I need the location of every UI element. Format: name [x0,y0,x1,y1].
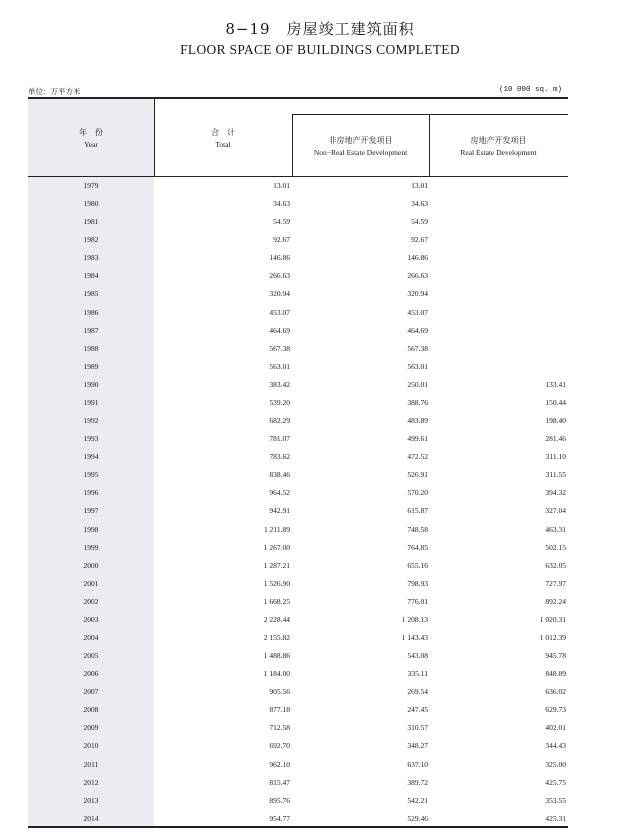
table-row [28,340,568,358]
total-cell: 539.20 [269,397,290,407]
table-top-rule [28,97,568,99]
non-real-estate-cell: 615.87 [407,506,428,516]
year-cell: 1998 [83,524,99,534]
column-header-re-en: Real Estate Development [460,148,537,157]
table-row [28,629,568,647]
non-real-estate-cell: 655.16 [407,560,428,570]
column-header-non-cn: 非房地产开发项目 [328,136,393,145]
year-cell: 2006 [83,669,99,679]
unit-label-en: (10 000 sq. m) [498,86,562,94]
total-cell: 1 668.25 [263,596,290,606]
column-header-year [28,127,154,151]
non-real-estate-cell: 529.46 [407,813,428,823]
year-cell: 2000 [83,560,99,570]
total-cell: 34.63 [273,199,290,209]
table-row [28,502,568,520]
non-real-estate-cell: 637.10 [407,759,428,769]
total-cell: 567.38 [269,343,290,353]
column-header-total-en: Total [215,140,231,149]
column-header-real-estate [429,135,568,159]
real-estate-cell: 327.04 [545,506,566,516]
table-row [28,231,568,249]
non-real-estate-cell: 567.38 [407,343,428,353]
non-real-estate-cell: 13.01 [411,181,428,190]
total-cell: 2 155.82 [263,633,290,642]
year-cell: 1990 [83,379,99,389]
non-real-estate-cell: 526.91 [407,470,428,480]
non-real-estate-cell: 388.76 [407,397,428,407]
real-estate-cell: 1 012.39 [539,633,566,642]
non-real-estate-cell: 250.01 [407,379,428,389]
year-cell: 1980 [83,199,99,209]
table-row [28,521,568,539]
table-row [28,412,568,430]
table-row [28,701,568,719]
year-cell: 1988 [83,343,99,353]
real-estate-cell: 325.00 [545,759,566,769]
year-cell: 1986 [83,307,99,317]
table-row [28,484,568,502]
total-cell: 895.76 [269,795,290,805]
column-header-year-cn: 年 份 [79,128,103,137]
table-row [28,267,568,285]
page-title-cn: 8−19 房屋竣工建筑面积 [225,20,415,38]
non-real-estate-cell: 563.01 [407,361,428,371]
real-estate-cell: 629.73 [545,705,566,715]
real-estate-cell: 394.32 [545,488,566,498]
column-header-total [154,127,292,151]
year-cell: 2014 [83,813,99,823]
year-cell: 2009 [83,723,99,733]
year-cell: 1993 [83,434,99,444]
table-row [28,557,568,575]
non-real-estate-cell: 348.27 [407,741,428,751]
non-real-estate-cell: 34.63 [411,199,428,209]
year-cell: 1979 [83,181,99,190]
page-title-en: FLOOR SPACE OF BUILDINGS COMPLETED [180,42,460,57]
non-real-estate-cell: 54.59 [411,217,428,227]
table-row [28,593,568,611]
year-cell: 2005 [83,651,99,661]
column-header-non-en: Non−Real Estate Development [313,148,408,157]
non-real-estate-cell: 570.20 [407,488,428,498]
non-real-estate-cell: 266.63 [407,271,428,281]
year-cell: 1999 [83,542,99,552]
year-cell: 1981 [83,217,99,227]
total-cell: 1 488.86 [263,651,290,661]
year-cell: 1992 [83,416,99,426]
non-real-estate-cell: 776.01 [407,596,428,606]
non-real-estate-cell: 542.21 [407,795,428,805]
table-row [28,737,568,755]
table-row [28,611,568,629]
column-header-re-cn: 房地产开发项目 [470,136,527,145]
table-row [28,285,568,303]
table-row [28,177,568,195]
year-cell: 2002 [83,596,99,606]
real-estate-cell: 425.31 [545,813,566,823]
table-row [28,792,568,810]
year-cell: 2011 [83,759,99,769]
real-estate-cell: 463.31 [545,524,566,534]
real-estate-cell: 636.02 [545,687,566,697]
year-cell: 2013 [83,795,99,805]
total-cell: 954.77 [269,813,290,823]
non-real-estate-cell: 499.61 [407,434,428,444]
total-cell: 1 184.00 [263,669,290,679]
year-cell: 2008 [83,705,99,715]
table-row [28,195,568,213]
real-estate-cell: 632.05 [545,560,566,570]
table-row [28,394,568,412]
table-row [28,213,568,231]
real-estate-cell: 402.01 [545,723,566,733]
total-cell: 712.58 [269,723,290,733]
table-row [28,575,568,593]
real-estate-cell: 133.41 [545,379,566,389]
total-cell: 1 526.90 [263,578,290,588]
non-real-estate-cell: 92.67 [411,235,428,245]
real-estate-cell: 353.55 [545,795,566,805]
table-row [28,719,568,737]
table-row [28,448,568,466]
total-cell: 453.07 [269,307,290,317]
non-real-estate-cell: 310.57 [407,723,428,733]
real-estate-cell: 311.55 [545,470,566,480]
total-cell: 13.01 [273,181,290,190]
total-cell: 905.56 [269,687,290,697]
total-cell: 692.70 [269,741,290,751]
year-cell: 1982 [83,235,99,245]
real-estate-cell: 502.15 [545,542,566,552]
table-row [28,358,568,376]
table-row [28,810,568,828]
table-row [28,774,568,792]
year-cell: 1991 [83,397,99,407]
year-cell: 2007 [83,687,99,697]
table-row [28,322,568,340]
column-header-total-cn: 合 计 [211,128,235,137]
year-cell: 1983 [83,253,99,263]
real-estate-cell: 198.40 [545,416,566,426]
total-cell: 1 287.21 [263,560,290,570]
year-cell: 1996 [83,488,99,498]
table-row [28,539,568,557]
table-row [28,249,568,267]
year-cell: 1989 [83,361,99,371]
non-real-estate-cell: 472.52 [407,452,428,462]
unit-label-cn: 单位：万平方米 [28,87,81,96]
total-cell: 682.29 [269,416,290,426]
year-cell: 1987 [83,325,99,335]
total-cell: 877.18 [269,705,290,715]
total-cell: 146.86 [269,253,290,263]
year-cell: 2010 [83,741,99,751]
non-real-estate-cell: 146.86 [407,253,428,263]
total-cell: 783.62 [269,452,290,462]
real-estate-cell: 150.44 [545,397,566,407]
table-row [28,466,568,484]
table-row [28,665,568,683]
non-real-estate-cell: 748.58 [407,524,428,534]
real-estate-cell: 848.89 [545,669,566,679]
year-cell: 2004 [83,633,99,642]
subheader-rule [292,114,568,115]
total-cell: 320.94 [269,289,290,299]
year-cell: 1985 [83,289,99,299]
table-row [28,304,568,322]
total-cell: 1 267.00 [263,542,290,552]
total-cell: 92.67 [273,235,290,245]
non-real-estate-cell: 798.93 [407,578,428,588]
total-cell: 942.91 [269,506,290,516]
total-cell: 2 228.44 [263,614,290,624]
real-estate-cell: 727.97 [545,578,566,588]
real-estate-cell: 892.24 [545,596,566,606]
non-real-estate-cell: 389.72 [407,777,428,787]
real-estate-cell: 945.78 [545,651,566,661]
non-real-estate-cell: 269.54 [407,687,428,697]
year-cell: 1995 [83,470,99,480]
table-row [28,430,568,448]
total-cell: 383.42 [269,379,290,389]
year-cell: 2003 [83,614,99,624]
total-cell: 266.63 [269,271,290,281]
non-real-estate-cell: 453.07 [407,307,428,317]
column-header-year-en: Year [84,140,98,149]
total-cell: 964.52 [269,488,290,498]
non-real-estate-cell: 764.85 [407,542,428,552]
year-cell: 1994 [83,452,99,462]
year-cell: 1997 [83,506,99,516]
non-real-estate-cell: 1 208.13 [401,614,428,624]
total-cell: 838.46 [269,470,290,480]
year-cell: 1984 [83,271,99,281]
table-row [28,683,568,701]
total-cell: 563.01 [269,361,290,371]
real-estate-cell: 281.46 [545,434,566,444]
table-row [28,647,568,665]
real-estate-cell: 311.10 [545,452,566,462]
non-real-estate-cell: 464.69 [407,325,428,335]
non-real-estate-cell: 1 143.43 [401,633,428,642]
year-cell: 2001 [83,578,99,588]
total-cell: 781.07 [269,434,290,444]
real-estate-cell: 1 020.31 [539,614,566,624]
year-cell: 2012 [83,777,99,787]
column-header-non-real-estate [292,135,429,159]
total-cell: 54.59 [273,217,290,227]
non-real-estate-cell: 247.45 [407,705,428,715]
table-row [28,756,568,774]
total-cell: 815.47 [269,777,290,787]
real-estate-cell: 344.43 [545,741,566,751]
total-cell: 1 211.89 [264,524,290,534]
total-cell: 962.10 [269,759,290,769]
total-cell: 464.69 [269,325,290,335]
table-row [28,376,568,394]
non-real-estate-cell: 335.11 [407,669,428,679]
non-real-estate-cell: 320.94 [407,289,428,299]
non-real-estate-cell: 483.89 [407,416,428,426]
non-real-estate-cell: 543.08 [407,651,428,661]
real-estate-cell: 425.75 [545,777,566,787]
